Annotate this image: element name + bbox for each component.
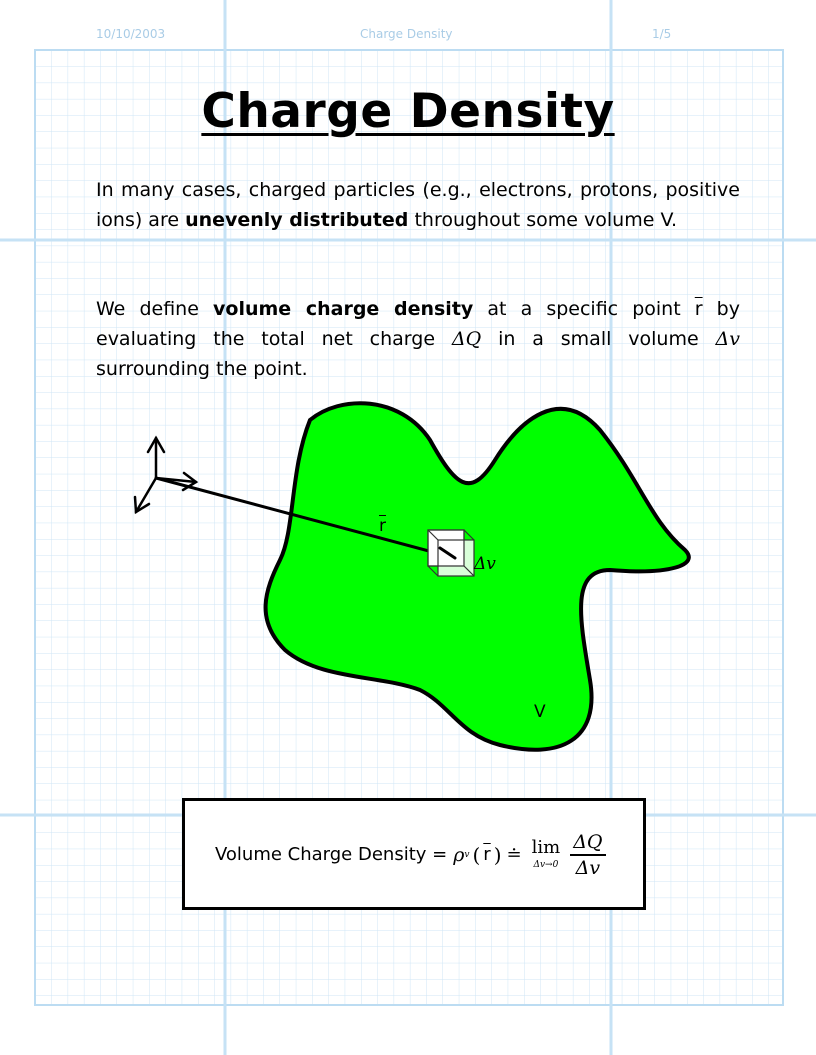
definition-text-3: by evaluating the total net charge [96, 298, 740, 350]
delta-v-symbol: Δv [715, 328, 740, 350]
definition-bold-text: volume charge density [213, 298, 474, 320]
definition-text-2: at a specific point [473, 298, 695, 320]
page-title: Charge Density [201, 84, 615, 139]
intro-text-2: throughout some volume V. [408, 209, 678, 231]
approx-equal-sign: ≐ [506, 844, 522, 866]
position-vector-label: $\overline{r}$ [379, 516, 386, 536]
charge-density-equation [215, 831, 606, 879]
limit-operator [532, 839, 561, 870]
region-label: V [534, 702, 546, 722]
volume-region-shape [266, 403, 689, 750]
delta-q-symbol: ΔQ [451, 328, 482, 350]
lim-subscript: Δv→0 [533, 860, 559, 871]
equation-box [182, 798, 646, 910]
header-page-number: 1/5 [652, 27, 672, 41]
equation-r-vector: $\overline{r}$ [483, 844, 491, 866]
header-date: 10/10/2003 [96, 27, 166, 41]
rho-subscript: v [464, 849, 470, 860]
definition-text-5: surrounding the point. [96, 358, 308, 380]
coordinate-axes-icon [135, 438, 196, 512]
open-paren: ( [472, 842, 481, 867]
fraction-numerator: ΔQ [573, 831, 603, 853]
fraction-denominator: Δv [575, 856, 601, 879]
definition-text-1: We define [96, 298, 214, 320]
close-paren: ) [493, 842, 502, 867]
header-title: Charge Density [360, 27, 453, 41]
rho-symbol: ρ [453, 843, 465, 866]
fraction [570, 831, 605, 879]
intro-bold-text: unevenly distributed [185, 209, 409, 231]
r-vector-symbol: $\overline{r}$ [694, 298, 703, 320]
lim-word: lim [531, 837, 561, 859]
definition-text-4: in a small volume [481, 328, 716, 350]
equation-label: Volume Charge Density = [215, 844, 448, 866]
intro-text-1: In many cases, charged particles (e.g., electrons, protons, positive ions) are [96, 179, 740, 231]
volume-element-label: Δv [474, 554, 496, 574]
